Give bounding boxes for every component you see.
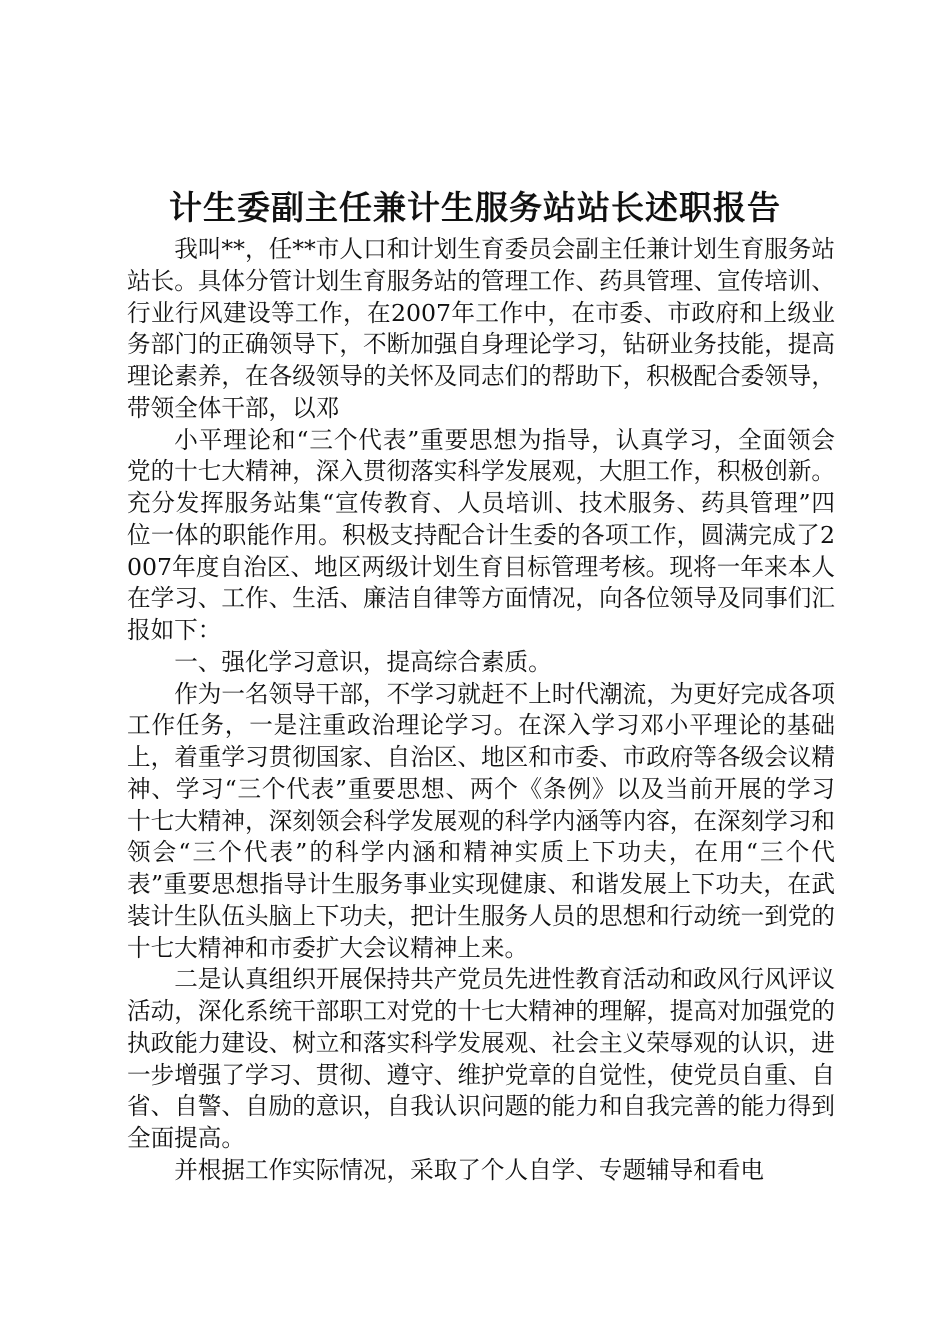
paragraph-introduction: 我叫**，任**市人口和计划生育委员会副主任兼计划生育服务站站长。具体分管计划生育服务站的管理工作、药具管理、宣传培训、行业行风建设等工作，在2007年工作中，在市委、市政府和上级业务部门的正确领导下，不断加强自身理论学习，钻研业务技能，提高理论素养，在各级领导的关怀及同志们的帮助下，积极配合委领导，带领全体干部，以邓 [127, 235, 835, 422]
paragraph-study-methods: 并根据工作实际情况，采取了个人自学、专题辅导和看电 [174, 1155, 765, 1184]
document-title: 计生委副主任兼计生服务站站长述职报告 [169, 188, 781, 227]
document-body [127, 234, 835, 1187]
paragraph-guiding-theory: 小平理论和“三个代表”重要思想为指导，认真学习，全面领会党的十七大精神，深入贯彻落实科学发展观，大胆工作，积极创新。充分发挥服务站集“宣传教育、人员培训、技术服务、药具管理”四位一体的职能作用。积极支持配合计生委的各项工作，圆满完成了2007年度自治区、地区两级计划生育目标管理考核。现将一年来本人在学习、工作、生活、廉洁自律等方面情况，向各位领导及同事们汇报如下： [127, 425, 835, 644]
paragraph-political-study: 作为一名领导干部，不学习就赶不上时代潮流，为更好完成各项工作任务，一是注重政治理论学习。在深入学习邓小平理论的基础上，着重学习贯彻国家、自治区、地区和市委、市政府等各级会议精神、学习“三个代表”重要思想、两个《条例》以及当前开展的学习十七大精神，深刻领会科学发展观的科学内涵等内容，在深刻学习和领会“三个代表”的科学内涵和精神实质上下功夫，在用“三个代表”重要思想指导计生服务事业实现健康、和谐发展上下功夫，在武装计生队伍头脑上下功夫，把计生服务人员的思想和行动统一到党的十七大精神和市委扩大会议精神上来。 [127, 679, 835, 962]
paragraph-education-activities: 二是认真组织开展保持共产党员先进性教育活动和政风行风评议活动，深化系统干部职工对党的十七大精神的理解，提高对加强党的执政能力建设、树立和落实科学发展观、社会主义荣辱观的认识，进一步增强了学习、贯彻、遵守、维护党章的自觉性，使党员自重、自省、自警、自励的意识，自我认识问题的能力和自我完善的能力得到全面提高。 [127, 965, 835, 1152]
section-heading-study: 一、强化学习意识，提高综合素质。 [174, 647, 552, 676]
